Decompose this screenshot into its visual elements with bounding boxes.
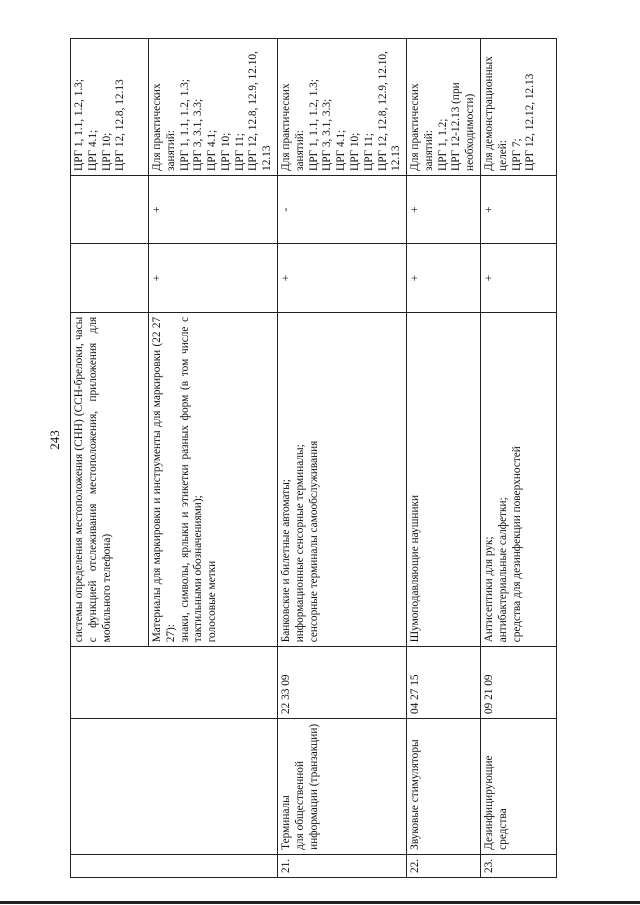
group-name-cell: Звуковые стимуляторы (407, 719, 481, 855)
rotated-page-content (70, 38, 615, 878)
row-number-cell: 21. (278, 854, 407, 877)
classification-code-cell (71, 647, 278, 719)
table-body (71, 39, 557, 878)
group-name-cell: Дезинфицирующие средства (480, 719, 556, 855)
equipment-description-cell: Материалы для маркировки и инструменты для маркировки (22 27 27): знаки, символы, ярлыки и этикетки разных форм (в том числе с тактильными обозначениями); голосовые метки (149, 312, 278, 646)
table-row (71, 39, 149, 878)
target-groups-cell: Для демонстрационных целей: ЦРГ 7; ЦРГ 12, 12.12, 12.13 (480, 39, 556, 176)
table-row (480, 39, 556, 878)
mark-cell: - (278, 175, 407, 243)
table-row (407, 39, 481, 878)
mark-cell: + (407, 244, 481, 312)
equipment-table (70, 38, 557, 878)
classification-code-cell: 09 21 09 (480, 647, 556, 719)
target-groups-cell: Для практических занятий: ЦРГ 1, 1.1, 1.2, 1.3; ЦРГ 3, 3.1, 3.3; ЦРГ 4.1; ЦРГ 10; ЦРГ 11; ЦРГ 12, 12.8, 12.9, 12.10, 12.13 (149, 39, 278, 176)
equipment-description-cell: Шумоподавляющие наушники (407, 312, 481, 646)
row-number-cell (71, 854, 278, 877)
equipment-description-cell: Банковские и билетные автоматы; информационные сенсорные терминалы; сенсорные терминалы самообслуживания (278, 312, 407, 646)
row-number-cell: 23. (480, 854, 556, 877)
table-row (278, 39, 407, 878)
mark-cell: + (278, 244, 407, 312)
mark-cell (71, 175, 149, 243)
row-number-cell: 22. (407, 854, 481, 877)
target-groups-cell: Для практических занятий: ЦРГ 1, 1.1, 1.2, 1.3; ЦРГ 3, 3.1, 3.3; ЦРГ 4.1; ЦРГ 10; ЦРГ 11; ЦРГ 12, 12.8, 12.9, 12.10, 12.13 (278, 39, 407, 176)
scan-border-line (0, 901, 640, 904)
mark-cell (71, 244, 149, 312)
equipment-description-cell: Антисептики для рук; антибактериальные салфетки; средства для дезинфекции поверхностей (480, 312, 556, 646)
target-groups-cell: ЦРГ 1, 1.1, 1.2, 1.3; ЦРГ 4.1; ЦРГ 10; ЦРГ 12, 12.8, 12.13 (71, 39, 149, 176)
equipment-description-cell: системы определения местоположения (СНН) (ССН-брелоки, часы с функцией отслеживания местоположения, приложения для мобильного телефона) (71, 312, 149, 646)
page-number: 243 (47, 430, 62, 450)
mark-cell: + (480, 175, 556, 243)
group-name-cell: Терминалы для общественной информации (транзакции) (278, 719, 407, 855)
target-groups-cell: Для практических занятий: ЦРГ 1, 1.2; ЦРГ 12-12.13 (при необходимости) (407, 39, 481, 176)
classification-code-cell: 04 27 15 (407, 647, 481, 719)
classification-code-cell: 22 33 09 (278, 647, 407, 719)
group-name-cell (71, 719, 278, 855)
mark-cell: + (149, 244, 278, 312)
mark-cell: + (480, 244, 556, 312)
mark-cell: + (407, 175, 481, 243)
mark-cell: + (149, 175, 278, 243)
